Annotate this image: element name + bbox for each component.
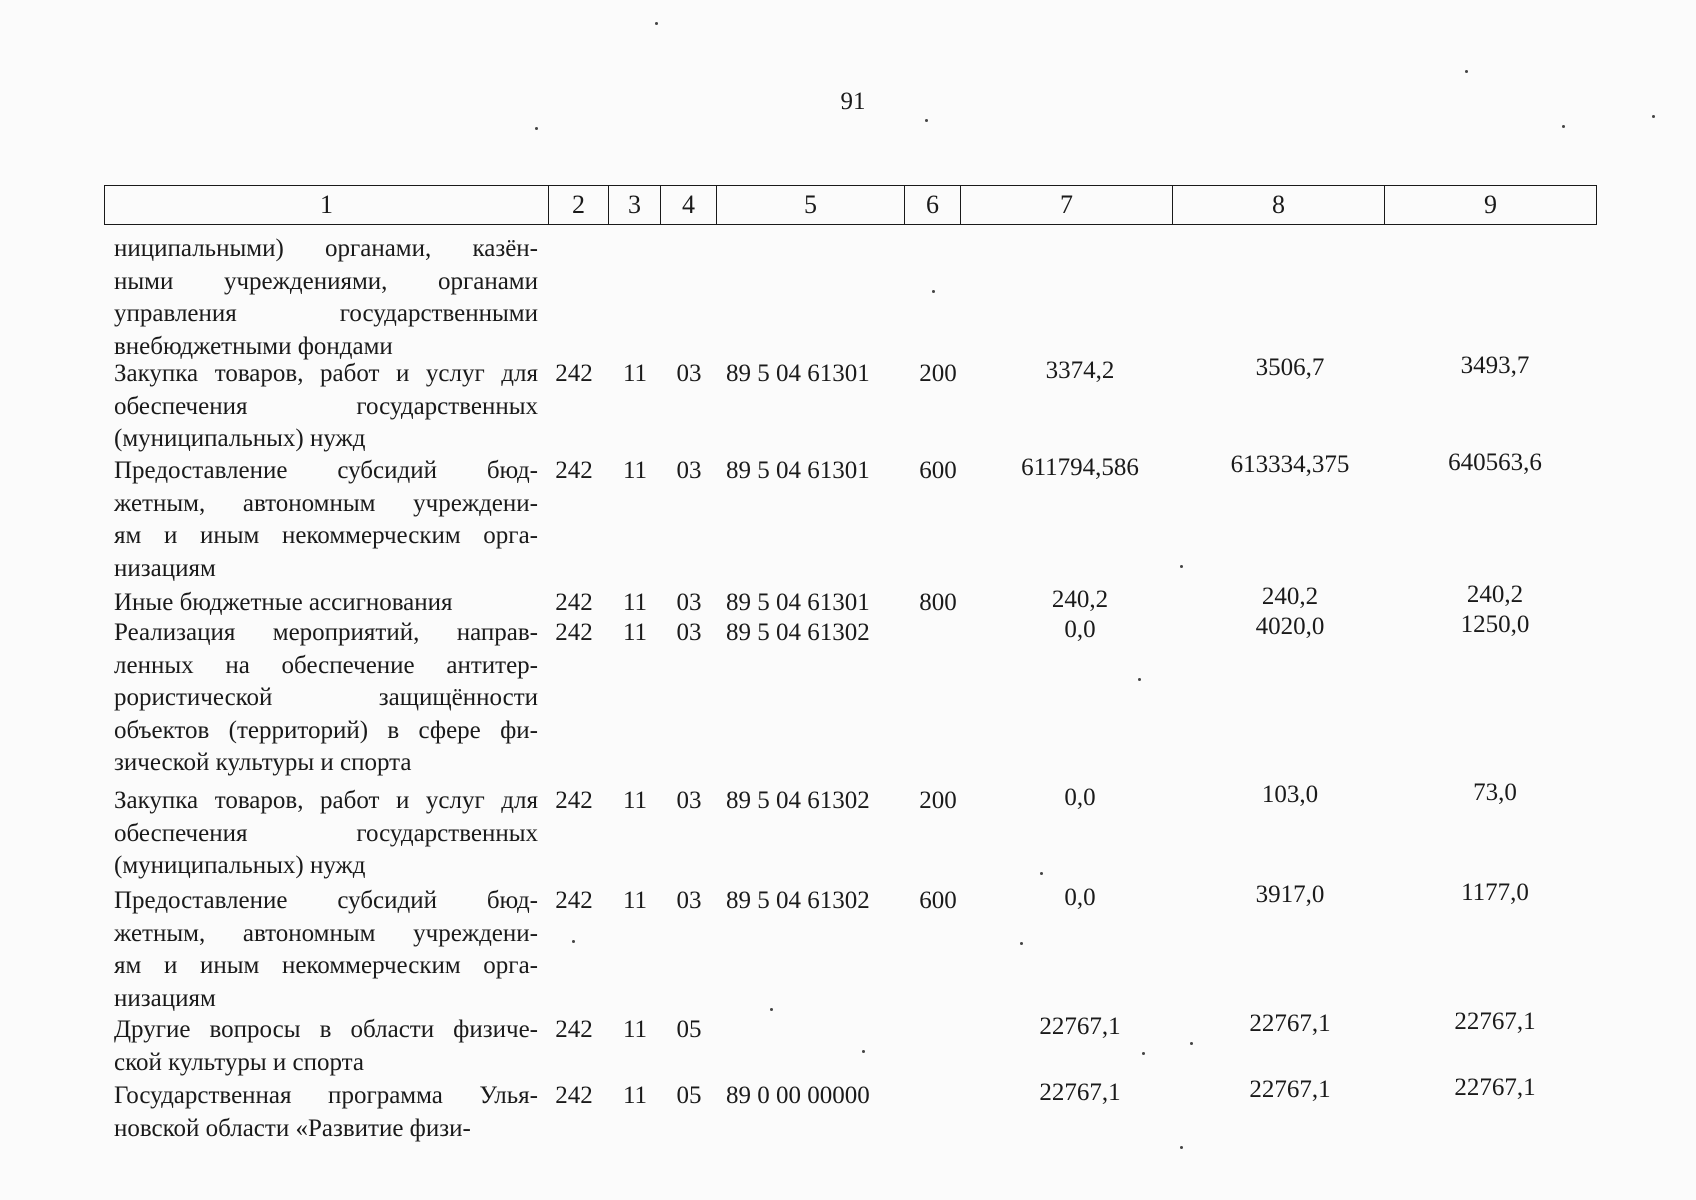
cell-c8: 4020,0 (1255, 613, 1325, 640)
row-description (114, 885, 538, 1015)
description-line: ными учреждениями, органами (114, 267, 538, 295)
cell-c6: 200 (919, 787, 957, 814)
header-col-2: 2 (549, 186, 609, 225)
description-line: Государственная программа Улья- (114, 1082, 538, 1109)
cell-c5: 89 5 04 61301 (726, 457, 870, 484)
cell-c2: 242 (555, 619, 593, 646)
header-col-7: 7 (961, 186, 1173, 225)
cell-c8: 22767,1 (1249, 1010, 1331, 1037)
row-description (114, 358, 538, 456)
description-line: Реализация мероприятий, направ- (114, 619, 538, 646)
cell-c9: 240,2 (1466, 581, 1524, 608)
cell-c9: 640563,6 (1448, 449, 1542, 476)
description-line: зической культуры и спорта (114, 749, 412, 776)
cell-c2: 242 (555, 787, 593, 814)
description-line: рористической защищённости (114, 684, 538, 711)
cell-c3: 11 (622, 360, 648, 387)
cell-c2: 242 (555, 1082, 593, 1109)
cell-c6: 200 (919, 360, 957, 387)
row-description (114, 1080, 538, 1145)
description-line: новской области «Развитие физи- (114, 1114, 471, 1142)
cell-c2: 242 (555, 589, 593, 616)
cell-c8: 613334,375 (1230, 451, 1350, 478)
cell-c9: 22767,1 (1454, 1074, 1536, 1101)
cell-c9: 1250,0 (1460, 611, 1530, 638)
row-description (114, 617, 538, 780)
header-col-8: 8 (1173, 186, 1385, 225)
cell-c6: 600 (919, 457, 957, 484)
cell-c9: 3493,7 (1460, 352, 1530, 379)
description-line: внебюджетными фондами (114, 332, 393, 360)
cell-c7: 0,0 (1064, 616, 1096, 643)
header-col-3: 3 (609, 186, 661, 225)
cell-c4: 03 (676, 589, 702, 616)
description-line: Другие вопросы в области физиче- (114, 1016, 538, 1043)
description-line: Предоставление субсидий бюд- (114, 457, 538, 484)
cell-c3: 11 (622, 619, 648, 646)
description-line: ям и иным некоммерческим орга- (114, 952, 538, 979)
description-line: ленных на обеспечение антитер- (114, 651, 538, 679)
description-line: Закупка товаров, работ и услуг для (114, 787, 538, 814)
header-col-9: 9 (1385, 186, 1597, 225)
cell-c4: 05 (676, 1016, 702, 1043)
description-line: низациям (114, 984, 216, 1012)
cell-c3: 11 (622, 1082, 648, 1109)
cell-c3: 11 (622, 589, 648, 616)
row-description (114, 1014, 538, 1079)
cell-c4: 03 (676, 787, 702, 814)
header-col-4: 4 (661, 186, 717, 225)
cell-c7: 611794,586 (1021, 454, 1139, 481)
description-line: Закупка товаров, работ и услуг для (114, 360, 538, 387)
page-number: 91 (840, 88, 866, 115)
cell-c5: 89 5 04 61302 (726, 787, 870, 814)
description-line: (муниципальных) нужд (114, 852, 366, 879)
cell-c7: 3374,2 (1045, 357, 1115, 384)
row-description (114, 455, 538, 585)
description-line: низациям (114, 554, 216, 582)
description-line: ниципальными) органами, казён- (114, 235, 538, 262)
description-line: (муниципальных) нужд (114, 425, 366, 452)
cell-c4: 05 (676, 1082, 702, 1109)
header-col-1: 1 (105, 186, 549, 225)
cell-c9: 22767,1 (1454, 1008, 1536, 1035)
cell-c7: 0,0 (1064, 884, 1096, 911)
cell-c5: 89 0 00 00000 (726, 1082, 870, 1109)
cell-c6: 800 (919, 589, 957, 616)
row-description (114, 785, 538, 883)
cell-c4: 03 (676, 619, 702, 646)
description-line: Предоставление субсидий бюд- (114, 887, 538, 914)
cell-c8: 240,2 (1261, 583, 1319, 610)
cell-c3: 11 (622, 887, 648, 914)
description-line: жетным, автономным учреждени- (114, 919, 538, 947)
description-line: обеспечения государственных (114, 392, 538, 420)
description-line: управления государственными (114, 300, 538, 327)
cell-c4: 03 (676, 887, 702, 914)
cell-c7: 0,0 (1064, 784, 1096, 811)
row-description (114, 233, 538, 363)
description-line: обеспечения государственных (114, 819, 538, 847)
description-line: Иные бюджетные ассигнования (114, 589, 453, 616)
cell-c5: 89 5 04 61301 (726, 360, 870, 387)
cell-c3: 11 (622, 457, 648, 484)
cell-c6: 600 (919, 887, 957, 914)
cell-c5: 89 5 04 61302 (726, 619, 870, 646)
cell-c5: 89 5 04 61301 (726, 589, 870, 616)
row-description (114, 587, 538, 620)
cell-c8: 103,0 (1261, 781, 1319, 808)
cell-c8: 22767,1 (1249, 1076, 1331, 1103)
description-line: жетным, автономным учреждени- (114, 489, 538, 517)
cell-c3: 11 (622, 1016, 648, 1043)
cell-c4: 03 (676, 360, 702, 387)
cell-c9: 1177,0 (1461, 879, 1529, 906)
cell-c7: 240,2 (1051, 586, 1109, 613)
cell-c8: 3917,0 (1255, 881, 1325, 908)
cell-c2: 242 (555, 887, 593, 914)
header-col-5: 5 (717, 186, 905, 225)
cell-c2: 242 (555, 457, 593, 484)
cell-c7: 22767,1 (1039, 1013, 1121, 1040)
header-col-6: 6 (905, 186, 961, 225)
cell-c2: 242 (555, 1016, 593, 1043)
cell-c8: 3506,7 (1255, 354, 1325, 381)
cell-c3: 11 (622, 787, 648, 814)
cell-c5: 89 5 04 61302 (726, 887, 870, 914)
cell-c4: 03 (676, 457, 702, 484)
cell-c9: 73,0 (1473, 779, 1517, 806)
description-line: ям и иным некоммерческим орга- (114, 522, 538, 549)
cell-c7: 22767,1 (1039, 1079, 1121, 1106)
description-line: объектов (территорий) в сфере фи- (114, 716, 538, 744)
cell-c2: 242 (555, 360, 593, 387)
description-line: ской культуры и спорта (114, 1048, 364, 1076)
